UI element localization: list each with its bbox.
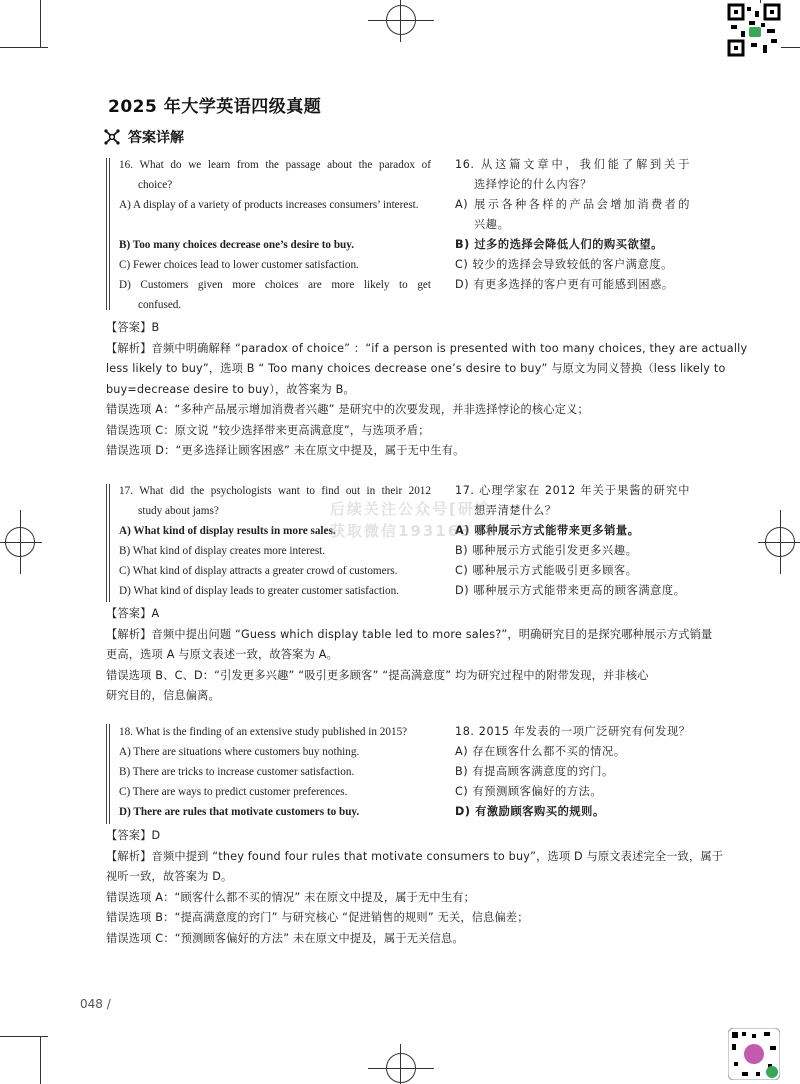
wrong-option-note: 错误选项 A：“多种产品展示增加消费者兴趣” 是研究中的次要发现，并非选择悖论的核心定义； xyxy=(106,403,589,416)
answer-label: 【答案】D xyxy=(106,829,161,842)
question-stem: 17. What did the psychologists want to find out in their 2012 xyxy=(119,485,431,497)
question-stem-cont: 想弄清楚什么？ xyxy=(474,504,557,517)
answer-18 xyxy=(106,826,724,949)
wrong-option-note: 错误选项 C：原文说 “较少选择带来更高满意度”，与选项矛盾； xyxy=(106,423,430,437)
option-b-correct: B) 过多的选择会降低人们的购买欲望。 xyxy=(455,238,663,251)
option-a: A) 存在顾客什么都不买的情况。 xyxy=(455,745,626,758)
wrong-option-note: 研究目的，信息偏离。 xyxy=(106,689,220,702)
question-stem: 16. What do we learn from the passage about the paradox of xyxy=(119,159,431,171)
option-a: A) There are situations where customers buy nothing. xyxy=(119,746,360,758)
option-d: D) 有更多选择的客户更有可能感到困惑。 xyxy=(455,278,674,291)
question-stem: 18. What is the finding of an extensive study published in 2015? xyxy=(119,726,408,738)
answer-16 xyxy=(106,318,748,462)
question-stem: 16. 从这篇文章中，我们能了解到关于 xyxy=(455,158,690,171)
section-header xyxy=(104,127,184,147)
question-18-english xyxy=(119,722,431,822)
option-d-correct: D) There are rules that motivate customers to buy. xyxy=(119,806,360,818)
crop-mark xyxy=(0,47,48,48)
answer-label: 【答案】A xyxy=(106,607,160,620)
option-d: D) 哪种展示方式能带来更高的顾客满意度。 xyxy=(455,584,686,597)
crop-mark xyxy=(0,1036,48,1037)
question-bar xyxy=(106,158,110,310)
wrong-option-note: 错误选项 B、C、D：“引发更多兴趣” “吸引更多顾客” “提高满意度” 均为研究过程中的附带发现，并非核心 xyxy=(106,668,649,682)
page-number: 048 / xyxy=(80,997,111,1011)
wrong-option-note: 错误选项 A：“顾客什么都不买的情况” 未在原文中提及，属于无中生有； xyxy=(106,890,475,904)
explanation-line: 【解析】音频中明确解释 “paradox of choice” ：“if a person is presented with too many choices, they are actually xyxy=(106,341,748,355)
crop-mark xyxy=(40,1036,41,1084)
option-b: B) 哪种展示方式能引发更多兴趣。 xyxy=(455,544,638,557)
option-a-correct: A) 哪种展示方式能带来更多销量。 xyxy=(455,524,640,537)
option-d: D) Customers given more choices are more likely to get xyxy=(119,279,431,291)
option-d: D) What kind of display leads to greater customer satisfaction. xyxy=(119,585,400,597)
question-stem-cont: 选择悖论的什么内容？ xyxy=(474,178,592,191)
option-d-correct: D) 有激励顾客购买的规则。 xyxy=(455,805,605,818)
wrong-option-note: 错误选项 B：“提高满意度的窍门” 与研究核心 “促进销售的规则” 无关，信息偏差； xyxy=(106,911,529,924)
option-c: C) 有预测顾客偏好的方法。 xyxy=(455,785,603,798)
question-bar xyxy=(106,724,110,824)
question-stem: 18. 2015 年发表的一项广泛研究有何发现？ xyxy=(455,725,691,738)
explanation-line: 【解析】音频中提到 “they found four rules that motivate consumers to buy”，选项 D 与原文表述完全一致，属于 xyxy=(106,849,724,863)
option-b: B) There are tricks to increase customer satisfaction. xyxy=(119,766,355,778)
question-stem-cont: study about jams? xyxy=(138,505,219,517)
question-stem: 17. 心理学家在 2012 年关于果酱的研究中 xyxy=(455,484,690,497)
explanation-line: buy=decrease desire to buy），故答案为 B。 xyxy=(106,382,355,396)
option-a: A) A display of a variety of products increases consumers’ interest. xyxy=(119,199,419,211)
option-c: C) Fewer choices lead to lower customer satisfaction. xyxy=(119,259,359,271)
option-c: C) There are ways to predict customer preferences. xyxy=(119,786,348,798)
option-b-correct: B) Too many choices decrease one’s desire to buy. xyxy=(119,239,355,251)
option-c: C) 哪种展示方式能吸引更多顾客。 xyxy=(455,564,638,577)
qr-code-bottom xyxy=(728,1028,780,1080)
option-a-correct: A) What kind of display results in more sales. xyxy=(119,525,336,537)
explanation-line: 视听一致，故答案为 D。 xyxy=(106,870,233,883)
option-b: B) What kind of display creates more interest. xyxy=(119,545,326,557)
answer-17 xyxy=(106,604,713,707)
watermark-line: 后续关注公众号[研途 xyxy=(330,500,492,518)
explanation-line: less likely to buy”，选项 B “ Too many choices decrease one’s desire to buy” 与原文为同义替换（less likely to xyxy=(106,362,726,375)
page-title: 2025 年大学英语四级真题 xyxy=(108,97,322,117)
watermark-line: 获取微信19316378 xyxy=(330,522,498,540)
answer-label: 【答案】B xyxy=(106,321,160,334)
option-a: A) 展示各种各样的产品会增加消费者的 xyxy=(455,198,690,211)
wrong-option-note: 错误选项 D：“更多选择让顾客困惑” 未在原文中提及，属于无中生有。 xyxy=(106,444,465,457)
explanation-line: 更高，选项 A 与原文表述一致，故答案为 A。 xyxy=(106,648,338,661)
question-16-english xyxy=(119,155,431,315)
molecule-icon xyxy=(104,129,120,145)
section-label: 答案详解 xyxy=(128,130,184,146)
qr-code-top xyxy=(727,3,781,57)
option-c: C) 较少的选择会导致较低的客户满意度。 xyxy=(455,258,673,271)
question-18-chinese xyxy=(455,722,690,822)
explanation-line: 【解析】音频中提出问题 “Guess which display table led to more sales?”，明确研究目的是探究哪种展示方式销量 xyxy=(106,627,713,641)
option-d-cont: confused. xyxy=(138,299,182,311)
question-bar xyxy=(106,484,110,602)
option-a-cont: 兴趣。 xyxy=(474,218,510,231)
watermark xyxy=(330,498,498,542)
question-stem-cont: choice? xyxy=(138,179,173,191)
question-16-chinese xyxy=(455,155,690,295)
option-b: B) 有提高顾客满意度的窍门。 xyxy=(455,765,614,778)
wrong-option-note: 错误选项 C：“预测顾客偏好的方法” 未在原文中提及，属于无关信息。 xyxy=(106,931,464,945)
crop-mark xyxy=(40,0,41,48)
option-c: C) What kind of display attracts a greater crowd of customers. xyxy=(119,565,398,577)
